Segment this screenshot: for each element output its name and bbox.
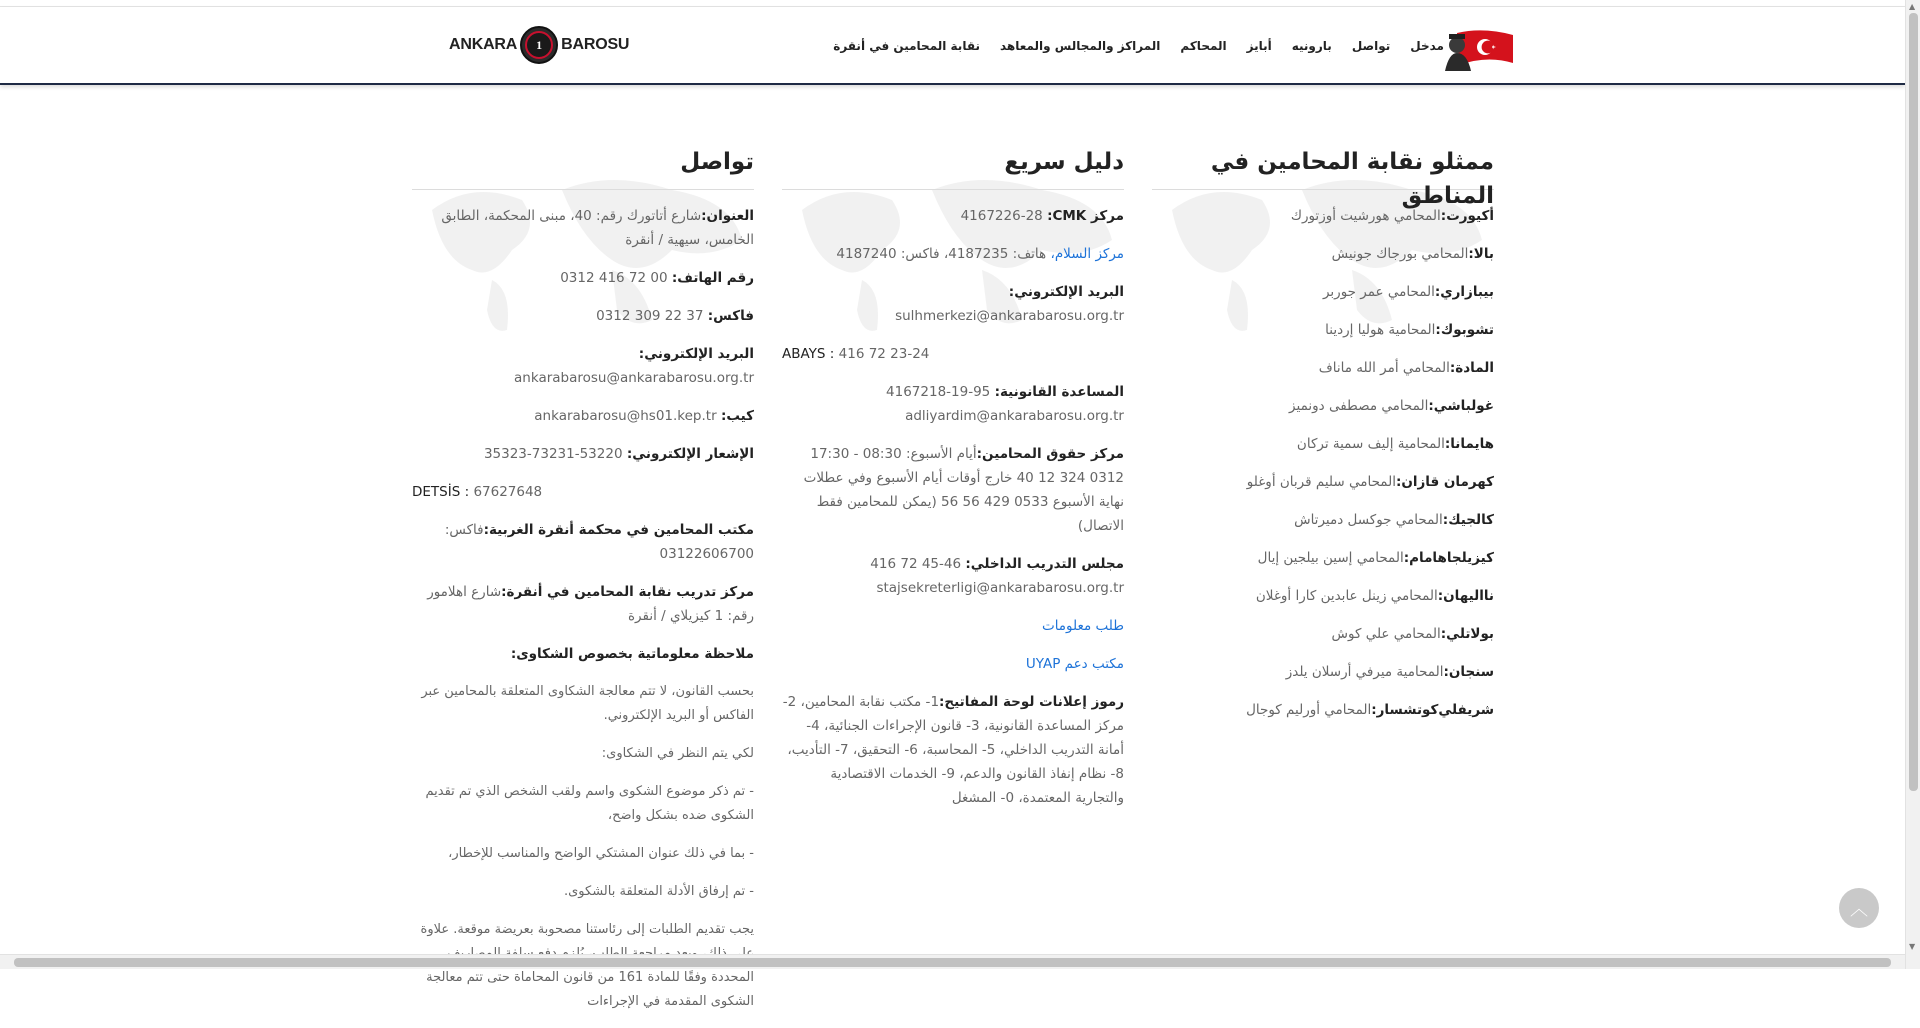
guide-email: البريد الإلكتروني: sulhmerkezi@ankarabarosu.org.tr: [895, 284, 1124, 324]
guide-internship: مجلس التدريب الداخلي: 416 72 45-46 stajsekreterligi@ankarabarosu.org.tr: [870, 556, 1124, 596]
vertical-scrollbar[interactable]: [1905, 0, 1920, 969]
rep-item: هايمانا:المحامية إليف سمية تركان: [1296, 436, 1494, 452]
uyap-support-link[interactable]: مكتب دعم UYAP: [1025, 656, 1124, 672]
guide-legal-aid: المساعدة القانونية: 4167218-19-95 adliyardim@ankarabarosu.org.tr: [886, 384, 1124, 424]
logo-text-left: ANKARA: [449, 36, 518, 53]
contact-address: العنوان:شارع أتاتورك رقم: 40، مبنى المحكمة، الطابق الخامس، سيهية / أنقرة: [441, 208, 754, 248]
contact-kep: كيب: ankarabarosu@hs01.kep.tr: [534, 408, 754, 424]
contact-training-center: مركز تدريب نقابة المحامين في أنقرة:شارع اهلامور رقم: 1 كيزيلاي / أنقرة: [427, 584, 754, 624]
horizontal-scroll-thumb[interactable]: [14, 958, 1891, 967]
rep-item: بيبازاري:المحامي عمر جوربر: [1322, 284, 1494, 300]
rep-item: كهرمان قازان:المحامي سليم قربان أوغلو: [1246, 474, 1494, 490]
complaints-paragraph-2: لكي يتم النظر في الشكاوى:: [601, 746, 754, 761]
rep-item: نااليهان:المحامي زينل عابدين كارا أوغلان: [1255, 588, 1494, 604]
complaints-paragraph-5: - تم إرفاق الأدلة المتعلقة بالشكوى.: [564, 884, 754, 899]
contact-phone: رقم الهاتف: 0312 416 72 00: [560, 270, 754, 286]
contact-fax: فاكس: 0312 309 22 37: [596, 308, 754, 324]
nav-item-abays[interactable]: أبايز: [1246, 39, 1272, 53]
complaints-paragraph-3: - تم ذكر موضوع الشكوى واسم ولقب الشخص الذي تم تقديم الشكوى ضده بشكل واضح،: [425, 784, 754, 823]
guide-peace-center: مركز السلام، هاتف: 4187235، فاكس: 4187240: [836, 246, 1124, 262]
complaints-paragraph-6: يجب تقديم الطلبات إلى رئاستنا مصحوبة بعريضة موقعة. علاوة المحددة وفقًا للمادة 161 من قانون المحاماة حتى تتم معالجة الشكوى المقدمة في الإجراءات: [420, 922, 754, 1009]
logo-seal-icon: 1: [520, 26, 558, 64]
vertical-scroll-thumb[interactable]: [1909, 13, 1918, 791]
guide-lawyer-rights: مركز حقوق المحامين:أيام الأسبوع: 08:30 - 17:30 0312 324 12 40 خارج أوقات أيام الأسبوع وفي عطلات نهاية الأسبوع 0533 429 56 56 (يمكن للمحامين فقط الاتصال): [803, 446, 1124, 534]
guide-keypad-codes: رموز إعلانات لوحة المفاتيح:1- مكتب نقابة المحامين، 2- مركز المساعدة القانونية، 3- قانون الإجراءات الجنائية، 4- أمانة التدريب الداخلي، 5- المحاسبة، 6- التحقيق، 7- التأديب، 8- نظام إنفاذ القانون والدعم، 9- الخدمات الاقتصادية والتجارية المعتمدة، 0- المشغل: [782, 694, 1124, 806]
rep-item: بالا:المحامي بورجاك جونيش: [1331, 246, 1494, 262]
contact-email-link[interactable]: ankarabarosu@ankarabarosu.org.tr: [514, 370, 754, 386]
nav-item-barrister[interactable]: بارونيه: [1291, 39, 1332, 53]
site-header: [0, 7, 1905, 85]
guide-cmk: مركز CMK: 4167226-28: [960, 208, 1124, 224]
rep-item: تشوبوك:المحامية هوليا إردينا: [1325, 322, 1494, 338]
guide-abays: ABAYS : 416 72 23-24: [782, 346, 930, 362]
contact-email: البريد الإلكتروني: ankarabarosu@ankarabarosu.org.tr: [412, 342, 754, 390]
logo-text-right: BAROSU: [561, 36, 630, 53]
rep-item: المادة:المحامي أمر الله ماناف: [1318, 360, 1494, 376]
peace-center-link[interactable]: مركز السلام،: [1050, 246, 1124, 262]
nav-item-contact[interactable]: تواصل: [1351, 39, 1391, 53]
contact-west-office: مكتب المحامين في محكمة أنقرة الغربية:فاكس: 03122606700: [444, 522, 754, 562]
scroll-down-arrow-icon[interactable]: ▼: [1909, 942, 1916, 951]
turkish-flag-icon: [1443, 25, 1515, 71]
rep-item: غولباشي:المحامي مصطفى دونميز: [1289, 398, 1494, 414]
nav-item-bar-association[interactable]: نقابة المحامين في أنقرة: [833, 39, 980, 53]
main-nav: [833, 39, 1444, 53]
guide-info-request: [782, 614, 1124, 638]
info-request-link[interactable]: طلب معلومات: [1041, 618, 1124, 634]
rep-item: كالجيك:المحامي جوكسل دميرتاش: [1294, 512, 1494, 528]
rep-item: شريفلي‌كوتشسار:المحامي أورليم كوجال: [1246, 702, 1494, 718]
contact-detsis: DETSİS : 67627648: [412, 484, 543, 500]
complaints-heading: ملاحظة معلوماتية بخصوص الشكاوى:: [510, 646, 754, 662]
quick-guide-column: [782, 145, 1124, 824]
complaints-paragraph-4: - بما في ذلك عنوان المشتكي الواضح والمناسب للإخطار،: [448, 846, 754, 861]
rep-item: أكيورت:المحامي هورشيت أوزتورك: [1290, 208, 1494, 224]
contact-column: [412, 145, 754, 1028]
scroll-up-arrow-icon[interactable]: ▲: [1909, 2, 1916, 11]
rep-item: كيزيلجاهامام:المحامي إسين بيلجين إيال: [1257, 550, 1494, 566]
rep-item: سنجان:المحامية ميرفي أرسلان يلدز: [1285, 664, 1494, 680]
regional-reps-column: [1152, 145, 1494, 736]
rep-item: بولاتلي:المحامي علي كوش: [1331, 626, 1494, 642]
nav-item-home[interactable]: مدخل: [1410, 39, 1444, 53]
scroll-to-top-button[interactable]: [1839, 888, 1879, 928]
horizontal-scrollbar[interactable]: [0, 954, 1905, 969]
guide-uyap: [782, 652, 1124, 676]
nav-item-courts[interactable]: المحاكم: [1180, 39, 1227, 53]
nav-item-centers[interactable]: المراكز والمجالس والمعاهد: [999, 39, 1161, 53]
complaints-paragraph-1: بحسب القانون، لا تتم معالجة الشكاوى المتعلقة بالمحامين عبر الفاكس أو البريد الإلكتروني.: [421, 684, 754, 723]
browser-top-strip: [0, 0, 1905, 7]
regional-reps-title: ممثلو نقابة المحامين في المناطق: [1152, 145, 1494, 190]
site-logo[interactable]: [449, 25, 629, 65]
quick-guide-title: دليل سريع: [782, 145, 1124, 190]
chevron-up-icon: ︿: [1850, 899, 1868, 920]
contact-enotify: الإشعار الإلكتروني: 35323-73231-53220: [483, 446, 754, 462]
contact-title: تواصل: [412, 145, 754, 190]
